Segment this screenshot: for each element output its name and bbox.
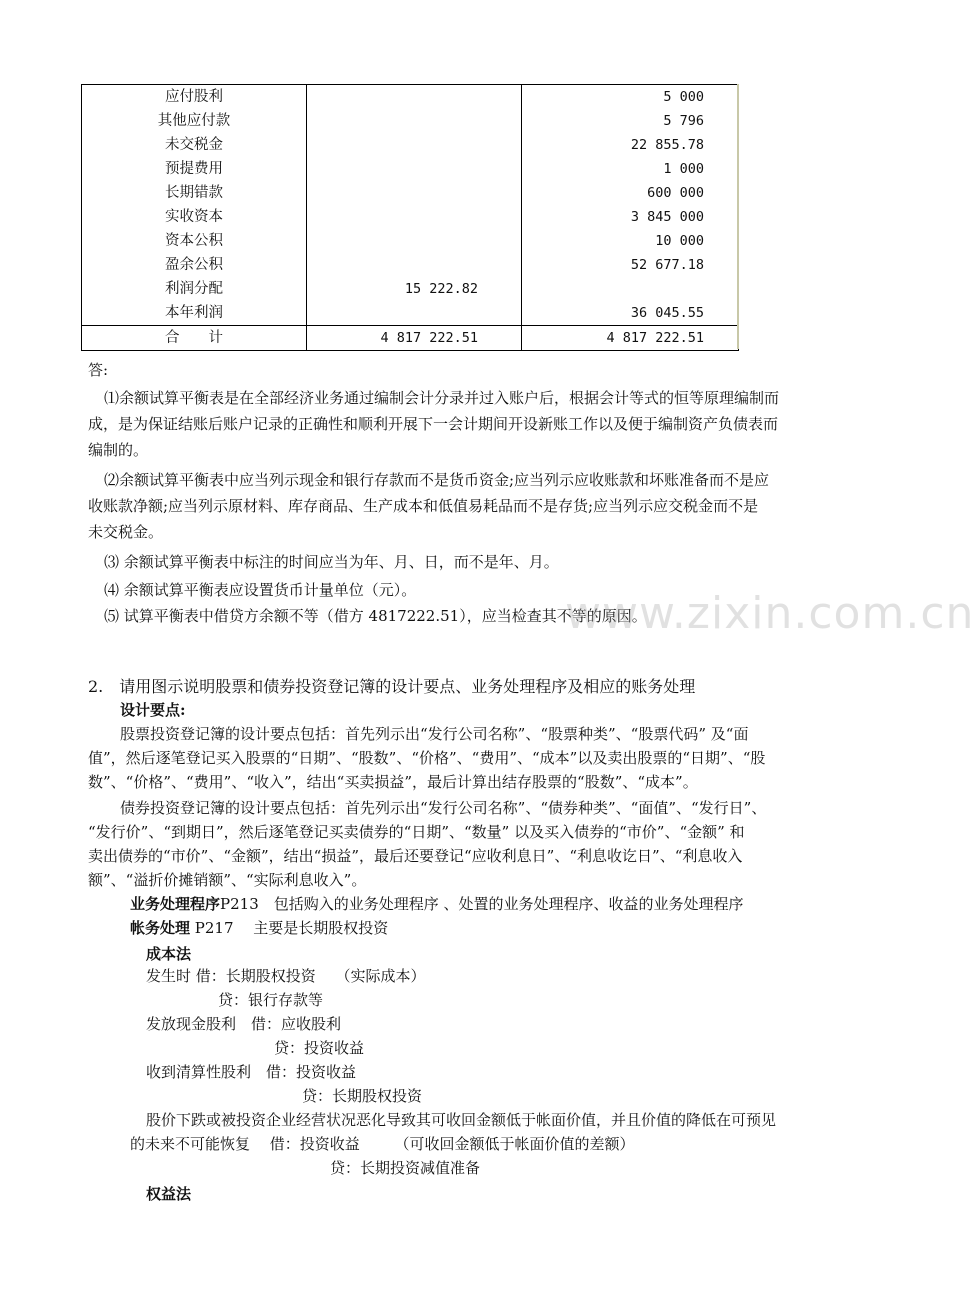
table-row [82, 85, 739, 110]
accounting-heading: 帐务处理 [130, 919, 191, 937]
credit-cell: 22 855.78 [522, 133, 739, 157]
debit-cell [307, 205, 522, 229]
procedure-heading: 业务处理程序 [130, 895, 221, 913]
credit-cell: 1 000 [522, 157, 739, 181]
account-name-cell: 合 计 [82, 326, 307, 351]
debit-cell [307, 181, 522, 205]
account-name-cell: 预提费用 [82, 157, 307, 181]
entry1-debit: 发生时 借：长期股权投资 （实际成本） [146, 967, 426, 985]
debit-cell: 4 817 222.51 [307, 326, 522, 351]
debit-cell [307, 109, 522, 133]
design-heading: 设计要点: [120, 701, 186, 719]
credit-cell: 5 796 [522, 109, 739, 133]
impairment-credit: 贷：长期投资减值准备 [330, 1159, 481, 1177]
answer-p1-line2: 成，是为保证结账后账户记录的正确性和顺利开展下一会计期间开设新账工作以及便于编制资产负债表而 [88, 415, 779, 433]
account-name-cell: 长期错款 [82, 181, 307, 205]
bond-line3: 卖出债券的“市价”、“金额”，结出“损益”，最后还要登记“应收利息日”、“利息收讫日”、“利息收入 [88, 847, 743, 865]
entry2-debit: 发放现金股利 借：应收股利 [146, 1015, 342, 1033]
stock-line1: 股票投资登记簿的设计要点包括：首先列示出“发行公司名称”、“股票种类”、“股票代码” 及“面 [120, 725, 749, 743]
entry1-credit: 贷：银行存款等 [218, 991, 324, 1009]
table-row [82, 157, 739, 181]
table-row [82, 181, 739, 205]
watermark: www.zixin.com.cn [565, 588, 974, 639]
account-name-cell: 实收资本 [82, 205, 307, 229]
table-row [82, 277, 739, 301]
equity-method-heading: 权益法 [146, 1185, 192, 1203]
credit-cell: 5 000 [522, 85, 739, 110]
trial-balance-table [81, 84, 739, 351]
answer-p5: ⑸ 试算平衡表中借贷方余额不等（借方 4817222.51），应当检查其不等的原因。 [104, 607, 647, 625]
debit-cell [307, 157, 522, 181]
account-name-cell: 应付股利 [82, 85, 307, 110]
impairment-line1: 股价下跌或被投资企业经营状况恶化导致其可收回金额低于帐面价值，并且价值的降低在可预见 [146, 1111, 777, 1129]
answer-p1-line1: ⑴余额试算平衡表是在全部经济业务通过编制会计分录并过入账户后，根据会计等式的恒等原理编制而 [104, 389, 780, 407]
credit-cell: 600 000 [522, 181, 739, 205]
account-name-cell: 利润分配 [82, 277, 307, 301]
accounting-text: P217 主要是长期股权投资 [194, 919, 389, 937]
credit-cell [522, 277, 739, 301]
accounting-line [130, 916, 388, 941]
impairment-line2: 的未来不可能恢复 借：投资收益 （可收回金额低于帐面价值的差额） [130, 1135, 635, 1153]
credit-cell: 36 045.55 [522, 301, 739, 326]
entry3-credit: 贷：长期股权投资 [302, 1087, 423, 1105]
debit-cell [307, 85, 522, 110]
account-name-cell: 资本公积 [82, 229, 307, 253]
table-row [82, 253, 739, 277]
bond-line1: 债券投资登记簿的设计要点包括：首先列示出“发行公司名称”、“债券种类”、“面值”、“发行日”、 [120, 799, 767, 817]
debit-cell [307, 301, 522, 326]
credit-cell: 4 817 222.51 [522, 326, 739, 351]
answer-p4: ⑷ 余额试算平衡表应设置货币计量单位（元）。 [104, 581, 417, 599]
bond-line4: 额”、“溢折价摊销额”、“实际利息收入”。 [88, 871, 367, 889]
debit-cell: 15 222.82 [307, 277, 522, 301]
bond-line2: “发行价”、“到期日”，然后逐笔登记买卖债券的“日期”、“数量” 以及买入债券的“市价”、“金额” 和 [88, 823, 745, 841]
credit-cell: 52 677.18 [522, 253, 739, 277]
table-edge-shadow [737, 84, 739, 349]
entry3-debit: 收到清算性股利 借：投资收益 [146, 1063, 357, 1081]
table-row [82, 133, 739, 157]
table-row [82, 229, 739, 253]
entry2-credit: 贷：投资收益 [274, 1039, 365, 1057]
stock-line3: 数”、“价格”、“费用”、“收入”，结出“买卖损益”，最后计算出结存股票的“股数”、“成本”。 [88, 773, 698, 791]
answer-p1-line3: 编制的。 [88, 441, 149, 459]
total-row [82, 326, 739, 351]
procedure-text: P213 包括购入的业务处理程序 、处置的业务处理程序、收益的业务处理程序 [220, 895, 744, 913]
answer-p2-line2: 收账款净额;应当列示原材料、库存商品、生产成本和低值易耗品而不是存货;应当列示应交税金而不是 [88, 497, 759, 515]
question-2-title: 2. 请用图示说明股票和债券投资登记簿的设计要点、业务处理程序及相应的账务处理 [88, 677, 696, 696]
debit-cell [307, 229, 522, 253]
account-name-cell: 盈余公积 [82, 253, 307, 277]
credit-cell: 10 000 [522, 229, 739, 253]
table-row [82, 301, 739, 326]
answer-p2-line1: ⑵余额试算平衡表中应当列示现金和银行存款而不是货币资金;应当列示应收账款和坏账准备而不是应 [104, 471, 770, 489]
answer-p2-line3: 未交税金。 [88, 523, 164, 541]
cost-method-heading: 成本法 [146, 945, 192, 963]
account-name-cell: 未交税金 [82, 133, 307, 157]
credit-cell: 3 845 000 [522, 205, 739, 229]
procedure-line [130, 892, 744, 917]
stock-line2: 值”，然后逐笔登记买入股票的“日期”、“股数”、“价格”、“费用”、“成本”以及卖出股票的“日期”、“股 [88, 749, 766, 767]
table-row [82, 205, 739, 229]
debit-cell [307, 253, 522, 277]
debit-cell [307, 133, 522, 157]
account-name-cell: 其他应付款 [82, 109, 307, 133]
account-name-cell: 本年利润 [82, 301, 307, 326]
answer-label: 答: [88, 361, 109, 379]
table-row [82, 109, 739, 133]
answer-p3: ⑶ 余额试算平衡表中标注的时间应当为年、月、日，而不是年、月。 [104, 553, 559, 571]
